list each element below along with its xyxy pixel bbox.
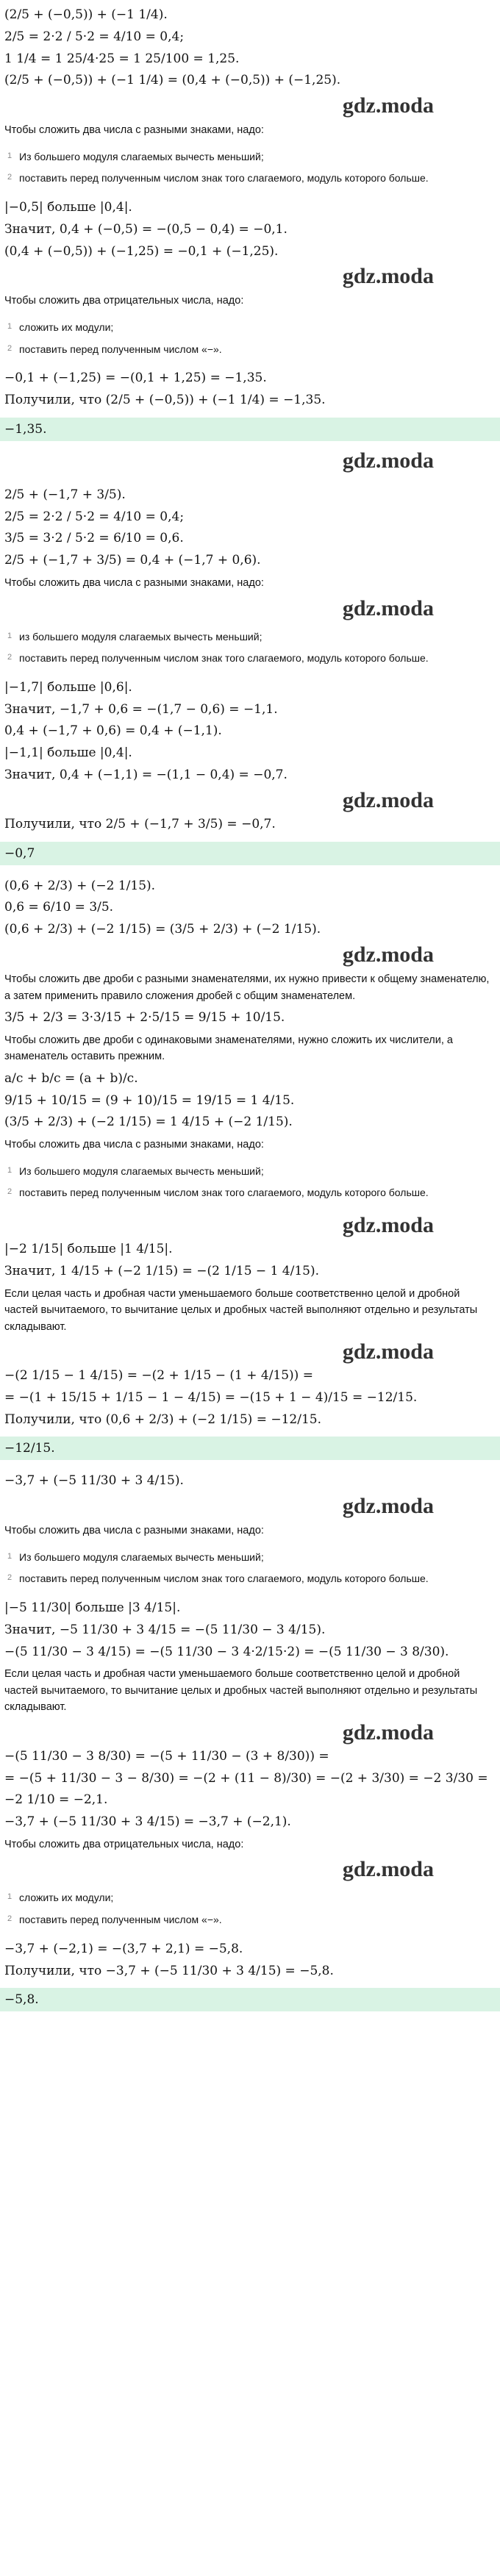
rule-item: 1 из большего модуля слагаемых вычесть меньший; (7, 630, 262, 643)
rule-list (0, 626, 500, 670)
watermark: gdz.moda (342, 1339, 434, 1364)
result-line: Получили, что −3,7 + (−5 11/30 + 3 4/15) = −5,8. (4, 1963, 334, 1978)
expression-line: −3,7 + (−5 11/30 + 3 4/15). (4, 1473, 184, 1489)
calc-line: −(2 1/15 − 1 4/15) = −(2 + 1/15 − (1 + 4/15)) = (4, 1367, 313, 1383)
calc-line: (3/5 + 2/3) + (−2 1/15) = 1 4/15 + (−2 1/15). (4, 1115, 293, 1130)
rule-list (0, 1887, 500, 1931)
expression-line: 0,6 = 6/10 = 3/5. (4, 900, 114, 915)
expression-line: 2/5 + (−1,7 + 3/5). (4, 487, 126, 502)
answer-bar: −0,7 (0, 842, 500, 865)
rule-intro: Чтобы сложить два числа с разными знаками, надо: (4, 1525, 264, 1537)
solution-part-3 (0, 876, 500, 1461)
expression-line: 2/5 = 2·2 / 5·2 = 4/10 = 0,4; (4, 509, 185, 524)
comparison-line: |−0,5| больше |0,4|. (4, 200, 132, 215)
solution-part-4 (0, 1470, 500, 2011)
expression-line: 2/5 + (−1,7 + 3/5) = 0,4 + (−1,7 + 0,6). (4, 553, 261, 568)
calc-line: Значит, 1 4/15 + (−2 1/15) = −(2 1/15 − 1 4/15). (4, 1263, 319, 1278)
solution-part-2 (0, 484, 500, 865)
calc-line: 9/15 + 10/15 = (9 + 10)/15 = 19/15 = 1 4/15. (4, 1092, 295, 1108)
answer-bar: −5,8. (0, 1988, 500, 2011)
calc-line: 0,4 + (−1,7 + 0,6) = 0,4 + (−1,1). (4, 723, 222, 739)
rule-item: 1 сложить их модули; (7, 321, 114, 333)
comparison-line: |−1,1| больше |0,4|. (4, 745, 132, 761)
solution-part-1 (0, 4, 500, 474)
comparison-line: |−1,7| больше |0,6|. (4, 679, 132, 695)
calc-line: = −(5 + 11/30 − 3 − 8/30) = −(2 + (11 − 8)/30) = −(2 + 3/30) = −2 3/30 = (4, 1770, 488, 1786)
expression-line: 3/5 = 3·2 / 5·2 = 6/10 = 0,6. (4, 531, 184, 546)
calc-line: −3,7 + (−2,1) = −(3,7 + 2,1) = −5,8. (4, 1941, 243, 1956)
rule-item: 1 сложить их модули; (7, 1892, 114, 1904)
expression-line: (0,6 + 2/3) + (−2 1/15) = (3/5 + 2/3) + (−2 1/15). (4, 922, 321, 937)
watermark: gdz.moda (342, 1857, 434, 1882)
rule-intro: Чтобы сложить два числа с разными знаками, надо: (4, 577, 264, 590)
calc-line: −3,7 + (−5 11/30 + 3 4/15) = −3,7 + (−2,1). (4, 1814, 291, 1830)
rule-intro: Чтобы сложить две дроби с одинаковыми знаменателями, нужно сложить их числители, а знаменатель оставить прежним. (4, 1034, 453, 1063)
rule-list (0, 1161, 500, 1204)
rule-item: 2 поставить перед полученным числом знак того слагаемого, модуль которого больше. (7, 1187, 429, 1199)
watermark: gdz.moda (342, 264, 434, 289)
calc-line: −2 1/10 = −2,1. (4, 1792, 108, 1808)
watermark: gdz.moda (342, 93, 434, 118)
answer-bar: −12/15. (0, 1437, 500, 1460)
watermark: gdz.moda (342, 1494, 434, 1519)
rule-list (0, 317, 500, 360)
rule-intro: Если целая часть и дробная части уменьшаемого больше соответственно целой и дробной частей вычитаемого, то вычитание целых и дробных частей выполняют отдельно и результаты складывают. (4, 1668, 478, 1714)
rule-item: 2 поставить перед полученным числом знак того слагаемого, модуль которого больше. (7, 172, 429, 185)
calc-line: Значит, 0,4 + (−1,1) = −(1,1 − 0,4) = −0,7. (4, 768, 288, 783)
rule-item: 2 поставить перед полученным числом знак того слагаемого, модуль которого больше. (7, 1573, 429, 1585)
watermark: gdz.moda (342, 448, 434, 473)
calc-line: Значит, −1,7 + 0,6 = −(1,7 − 0,6) = −1,1. (4, 701, 278, 717)
rule-item: 2 поставить перед полученным числом «−». (7, 1914, 222, 1926)
rule-item: 2 поставить перед полученным числом знак того слагаемого, модуль которого больше. (7, 652, 429, 665)
calc-line: (0,4 + (−0,5)) + (−1,25) = −0,1 + (−1,25). (4, 243, 279, 259)
expression-line: (2/5 + (−0,5)) + (−1 1/4) = (0,4 + (−0,5)) + (−1,25). (4, 73, 341, 88)
rule-list (0, 146, 500, 190)
answer-bar: −1,35. (0, 418, 500, 441)
rule-intro: Чтобы сложить два отрицательных числа, надо: (4, 295, 244, 307)
result-line: Получили, что (2/5 + (−0,5)) + (−1 1/4) = −1,35. (4, 393, 326, 408)
calc-line: 3/5 + 2/3 = 3·3/15 + 2·5/15 = 9/15 + 10/15. (4, 1010, 285, 1025)
rule-intro: Чтобы сложить два отрицательных числа, надо: (4, 1838, 244, 1850)
expression-line: (0,6 + 2/3) + (−2 1/15). (4, 878, 156, 893)
formula-line: a/c + b/c = (a + b)/c. (4, 1070, 138, 1086)
expression-line: 1 1/4 = 1 25/4·25 = 1 25/100 = 1,25. (4, 51, 240, 66)
result-line: Получили, что 2/5 + (−1,7 + 3/5) = −0,7. (4, 816, 276, 831)
calc-line: −(5 11/30 − 3 4/15) = −(5 11/30 − 3 4·2/15·2) = −(5 11/30 − 3 8/30). (4, 1644, 449, 1659)
watermark: gdz.moda (342, 942, 434, 967)
watermark: gdz.moda (342, 595, 434, 620)
rule-list (0, 1547, 500, 1590)
rule-item: 1 Из большего модуля слагаемых вычесть меньший; (7, 1550, 264, 1563)
watermark: gdz.moda (342, 1212, 434, 1237)
calc-line: −(5 11/30 − 3 8/30) = −(5 + 11/30 − (3 + 8/30)) = (4, 1748, 329, 1764)
expression-line: 2/5 = 2·2 / 5·2 = 4/10 = 0,4; (4, 29, 185, 44)
calc-line: = −(1 + 15/15 + 1/15 − 1 − 4/15) = −(15 + 1 − 4)/15 = −12/15. (4, 1389, 418, 1405)
rule-item: 2 поставить перед полученным числом «−». (7, 343, 222, 355)
calc-line: Значит, −5 11/30 + 3 4/15 = −(5 11/30 − 3 4/15). (4, 1622, 326, 1637)
watermark: gdz.moda (342, 787, 434, 812)
expression-line: (2/5 + (−0,5)) + (−1 1/4). (4, 7, 168, 22)
comparison-line: |−5 11/30| больше |3 4/15|. (4, 1600, 181, 1615)
watermark: gdz.moda (342, 1720, 434, 1745)
rule-intro: Если целая часть и дробная части уменьшаемого больше соответственно целой и дробной частей вычитаемого, то вычитание целых и дробных частей выполняют отдельно и результаты складывают. (4, 1287, 478, 1333)
result-line: Получили, что (0,6 + 2/3) + (−2 1/15) = −12/15. (4, 1412, 322, 1427)
calc-line: −0,1 + (−1,25) = −(0,1 + 1,25) = −1,35. (4, 371, 267, 386)
rule-intro: Чтобы сложить два числа с разными знаками, надо: (4, 1139, 264, 1151)
rule-intro: Чтобы сложить два числа с разными знаками, надо: (4, 124, 264, 137)
calc-line: Значит, 0,4 + (−0,5) = −(0,5 − 0,4) = −0,1. (4, 221, 288, 237)
comparison-line: |−2 1/15| больше |1 4/15|. (4, 1241, 173, 1256)
rule-item: 1 Из большего модуля слагаемых вычесть меньший; (7, 150, 264, 162)
rule-intro: Чтобы сложить две дроби с разными знаменателями, их нужно привести к общему знаменателю, а затем применить правило сложения дробей с общим знаменателем. (4, 973, 490, 1002)
rule-item: 1 Из большего модуля слагаемых вычесть меньший; (7, 1164, 264, 1177)
